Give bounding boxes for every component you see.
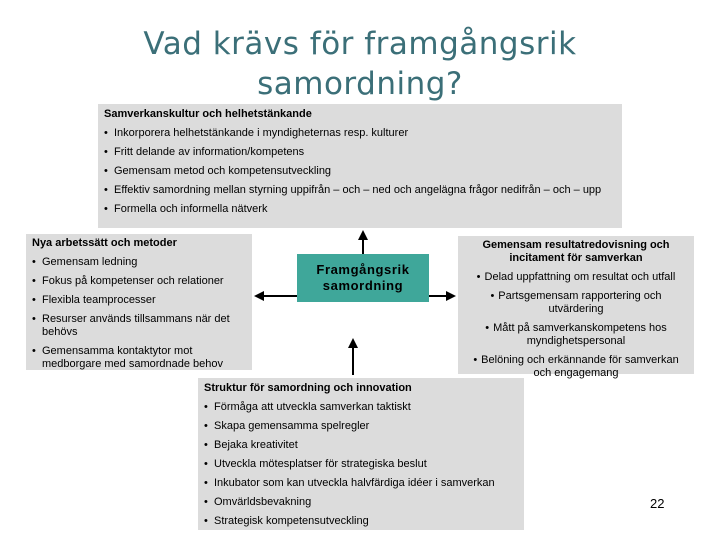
list-item: • Förmåga att utveckla samverkan taktiskt — [204, 401, 518, 414]
structure-heading: Struktur för samordning och innovation — [204, 382, 412, 394]
list-item: • Skapa gemensamma spelregler — [204, 420, 518, 433]
list-item: • Fokus på kompetenser och relationer — [32, 275, 246, 288]
list-item: • Resurser används tillsammans när det behövs — [32, 313, 246, 339]
center-node — [297, 254, 429, 302]
list-item: • Utveckla mötesplatser för strategiska beslut — [204, 458, 518, 471]
list-item: • Omvärldsbevakning — [204, 496, 518, 509]
list-item: • Gemensam metod och kompetensutveckling — [104, 165, 616, 178]
list-item: • Delad uppfattning om resultat och utfall — [464, 271, 688, 284]
list-item: • Strategisk kompetensutveckling — [204, 515, 518, 528]
culture-heading: Samverkanskultur och helhetstänkande — [104, 108, 312, 120]
title-line-2: samordning? — [257, 66, 463, 102]
list-item: • Partsgemensam rapportering och utvärdering — [464, 290, 688, 316]
list-item: • Gemensam ledning — [32, 256, 246, 269]
list-item: • Fritt delande av information/kompetens — [104, 146, 616, 159]
results-heading: Gemensam resultatredovisning och incitament för samverkan — [482, 239, 670, 264]
list-item: • Effektiv samordning mellan styrning uppifrån – och – ned och angelägna frågor nedifrån – och – upp — [104, 184, 616, 197]
list-item: • Belöning och erkännande för samverkan och engagemang — [464, 354, 688, 380]
list-item: • Inkorporera helhetstänkande i myndigheternas resp. kulturer — [104, 127, 616, 140]
methods-heading: Nya arbetssätt och metoder — [32, 237, 177, 249]
title-line-1: Vad krävs för framgångsrik — [143, 26, 577, 62]
list-item: • Formella och informella nätverk — [104, 203, 616, 216]
list-item: • Bejaka kreativitet — [204, 439, 518, 452]
list-item: • Flexibla teamprocesser — [32, 294, 246, 307]
center-label: Framgångsrik samordning — [316, 262, 410, 293]
list-item: • Mått på samverkanskompetens hos myndighetspersonal — [464, 322, 688, 348]
list-item: • Inkubator som kan utveckla halvfärdiga idéer i samverkan — [204, 477, 518, 490]
page-number: 22 — [650, 496, 665, 511]
list-item: • Gemensamma kontaktytor mot medborgare med samordnade behov — [32, 345, 246, 371]
